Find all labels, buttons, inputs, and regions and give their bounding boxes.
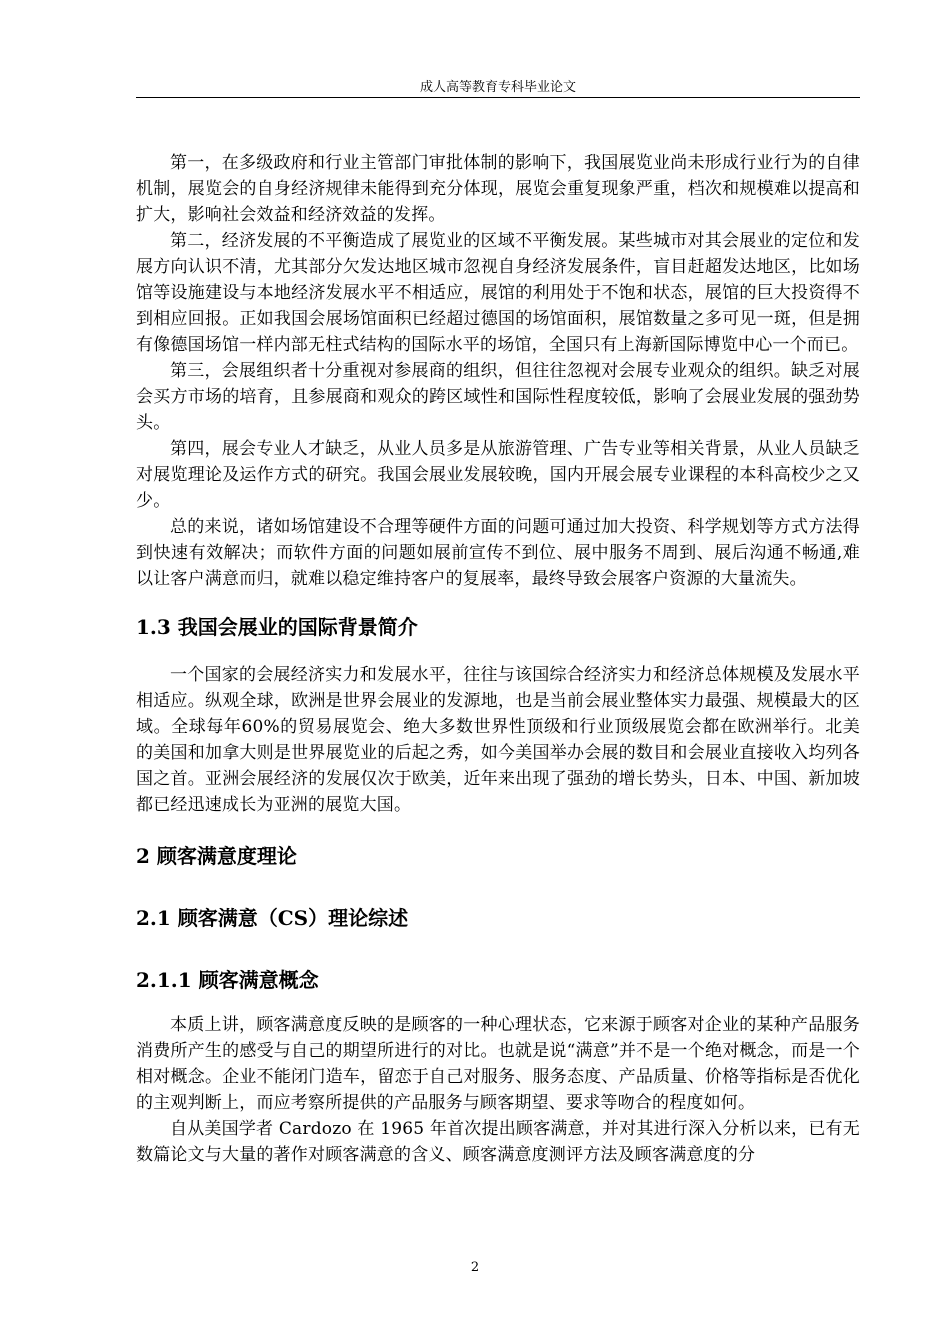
section-heading-2: 2 顾客满意度理论: [136, 844, 297, 868]
paragraph: 自从美国学者 Cardozo 在 1965 年首次提出顾客满意，并对其进行深入分析以来，已有无数篇论文与大量的著作对顾客满意的含义、顾客满意度测评方法及顾客满意度的分: [136, 1119, 860, 1165]
paragraph: 一个国家的会展经济实力和发展水平，往往与该国综合经济实力和经济总体规模及发展水平相适应。纵观全球，欧洲是世界会展业的发源地，也是当前会展业整体实力最强、规模最大的区域。全球每年60%的贸易展览会、绝大多数世界性顶级和行业顶级展览会都在欧洲举行。北美的美国和加拿大则是世界展览业的后起之秀，如今美国举办会展的数目和会展业直接收入均列各国之首。亚洲会展经济的发展仅次于欧美，近年来出现了强劲的增长势头，日本、中国、新加坡都已经迅速成长为亚洲的展览大国。: [136, 665, 860, 815]
document-body: [136, 150, 860, 1168]
paragraph: 本质上讲，顾客满意度反映的是顾客的一种心理状态，它来源于顾客对企业的某种产品服务消费所产生的感受与自己的期望所进行的对比。也就是说“满意”并不是一个绝对概念，而是一个相对概念。企业不能闭门造车，留恋于自己对服务、服务态度、产品质量、价格等指标是否优化的主观判断上，而应考察所提供的产品服务与顾客期望、要求等吻合的程度如何。: [136, 1015, 860, 1113]
section-heading-2-1: 2.1 顾客满意（CS）理论综述: [136, 906, 409, 930]
page-number: 2: [470, 1260, 480, 1275]
header-rule: [136, 97, 860, 98]
paragraph: 第二，经济发展的不平衡造成了展览业的区域不平衡发展。某些城市对其会展业的定位和发展方向认识不清，尤其部分欠发达地区城市忽视自身经济发展条件，盲目赶超发达地区，比如场馆等设施建设与本地经济发展水平不相适应，展馆的利用处于不饱和状态，展馆的巨大投资得不到相应回报。正如我国会展场馆面积已经超过德国的场馆面积，展馆数量之多可见一斑，但是拥有像德国场馆一样内部无柱式结构的国际水平的场馆，全国只有上海新国际博览中心一个而已。: [136, 231, 860, 355]
paragraph: 总的来说，诸如场馆建设不合理等硬件方面的问题可通过加大投资、科学规划等方式方法得到快速有效解决；而软件方面的问题如展前宣传不到位、展中服务不周到、展后沟通不畅通,难以让客户满意而归，就难以稳定维持客户的复展率，最终导致会展客户资源的大量流失。: [136, 517, 860, 589]
paragraph: 第一，在多级政府和行业主管部门审批体制的影响下，我国展览业尚未形成行业行为的自律机制，展览会的自身经济规律未能得到充分体现，展览会重复现象严重，档次和规模难以提高和扩大，影响社会效益和经济效益的发挥。: [136, 153, 860, 225]
page-header: 成人高等教育专科毕业论文: [419, 80, 576, 95]
section-heading-2-1-1: 2.1.1 顾客满意概念: [136, 968, 319, 992]
paragraph: 第三，会展组织者十分重视对参展商的组织，但往往忽视对会展专业观众的组织。缺乏对展会买方市场的培育，且参展商和观众的跨区域性和国际性程度较低，影响了会展业发展的强劲势头。: [136, 361, 860, 433]
paragraph: 第四，展会专业人才缺乏，从业人员多是从旅游管理、广告专业等相关背景，从业人员缺乏对展览理论及运作方式的研究。我国会展业发展较晚，国内开展会展专业课程的本科高校少之又少。: [136, 439, 860, 511]
section-heading-1-3: 1.3 我国会展业的国际背景简介: [136, 615, 418, 639]
